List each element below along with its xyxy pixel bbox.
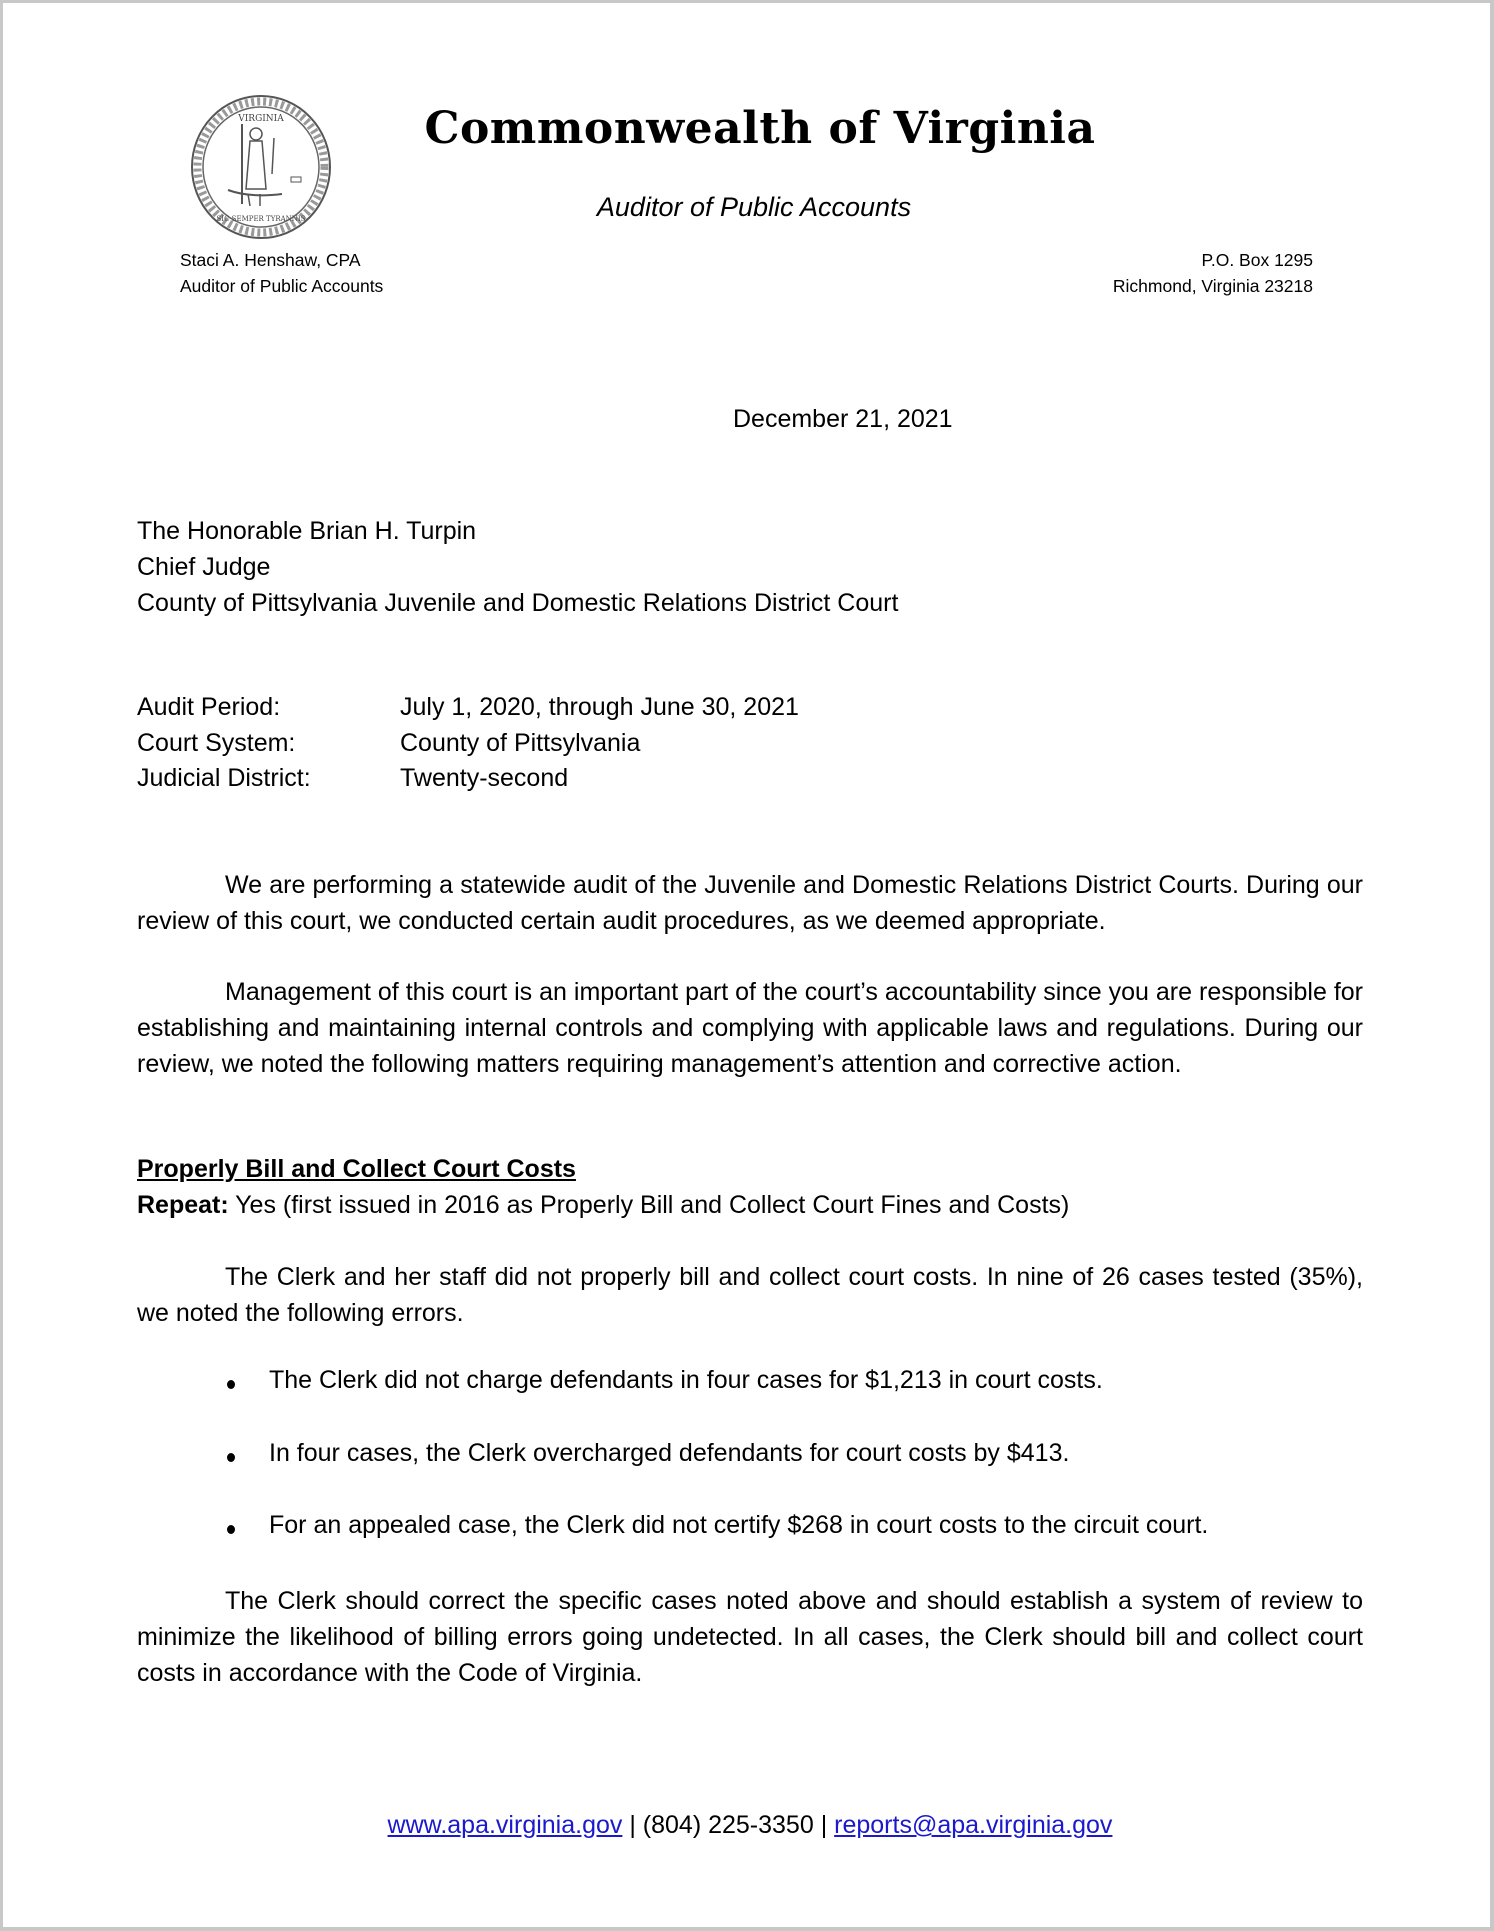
paragraph-intro: [137, 867, 1363, 939]
mailing-address: [1113, 247, 1313, 299]
list-item-text: The Clerk did not charge defendants in four cases for $1,213 in court costs.: [269, 1366, 1103, 1394]
info-row-court-system: [137, 726, 799, 762]
document-page: [3, 3, 1490, 1927]
audit-info: [137, 690, 799, 797]
list-item-text: For an appealed case, the Clerk did not certify $268 in court costs to the circuit court.: [269, 1511, 1209, 1540]
addressee-block: [137, 513, 898, 621]
paragraph-text: Management of this court is an important part of the court’s accountability since you are responsible for establishing and maintaining internal controls and complying with applicable laws and regulations. During our review, we noted the following matters requiring management’s attention and corrective action.: [137, 978, 1363, 1078]
email-link[interactable]: reports@apa.virginia.gov: [834, 1811, 1113, 1839]
finding-repeat: [137, 1187, 1363, 1223]
footer-separator: |: [813, 1811, 835, 1839]
letterhead-title: Commonwealth of Virginia: [424, 103, 1096, 154]
bullet-icon: [227, 1453, 235, 1462]
footer-separator: |: [622, 1811, 643, 1839]
bullet-icon: [227, 1380, 235, 1389]
footer: [3, 1811, 1494, 1840]
addressee-name: The Honorable Brian H. Turpin: [137, 517, 477, 545]
finding-heading: Properly Bill and Collect Court Costs: [137, 1155, 576, 1183]
letter-date: December 21, 2021: [733, 405, 953, 433]
letterhead-subtitle: Auditor of Public Accounts: [596, 192, 912, 222]
auditor-name: Staci A. Henshaw, CPA: [180, 250, 361, 270]
list-item: [137, 1511, 1363, 1584]
paragraph-management: [137, 974, 1363, 1082]
svg-text:VIRGINIA: VIRGINIA: [238, 114, 284, 124]
bullet-icon: [227, 1525, 235, 1534]
info-label: Judicial District:: [137, 764, 311, 792]
auditor-title: Auditor of Public Accounts: [180, 276, 384, 296]
auditor-block: [180, 247, 383, 299]
info-row-audit-period: [137, 690, 799, 726]
po-box: P.O. Box 1295: [1201, 250, 1313, 270]
repeat-text: Yes (first issued in 2016 as Properly Bill and Collect Court Fines and Costs): [228, 1191, 1070, 1219]
info-label: Court System:: [137, 728, 296, 757]
list-item: [137, 1439, 1363, 1512]
paragraph-text: The Clerk should correct the specific cases noted above and should establish a system of review to minimize the likelihood of billing errors going undetected. In all cases, the Clerk should bill and collect court costs in accordance with the Code of Virginia.: [137, 1587, 1363, 1687]
phone-number: (804) 225-3350: [642, 1811, 814, 1839]
repeat-label: Repeat:: [137, 1191, 229, 1219]
paragraph-recommendation: [137, 1583, 1363, 1691]
addressee-title: Chief Judge: [137, 553, 271, 581]
paragraph-finding: [137, 1259, 1363, 1331]
addressee-court: County of Pittsylvania Juvenile and Domestic Relations District Court: [137, 589, 899, 617]
error-list: [137, 1366, 1363, 1584]
info-label: Audit Period:: [137, 693, 281, 721]
svg-text:SIC SEMPER TYRANNIS: SIC SEMPER TYRANNIS: [216, 215, 306, 223]
info-value: Twenty-second: [400, 764, 569, 792]
paragraph-text: We are performing a statewide audit of the Juvenile and Domestic Relations District Courts. During our review of this court, we conducted certain audit procedures, as we deemed appropriate.: [137, 871, 1363, 935]
paragraph-text: The Clerk and her staff did not properly bill and collect court costs. In nine of 26 cases tested (35%), we noted the following errors.: [137, 1263, 1363, 1327]
info-value: July 1, 2020, through June 30, 2021: [400, 693, 799, 721]
list-item-text: In four cases, the Clerk overcharged defendants for court costs by $413.: [269, 1438, 1070, 1467]
city-state-zip: Richmond, Virginia 23218: [1112, 276, 1313, 296]
list-item: [137, 1366, 1363, 1439]
info-row-judicial-district: [137, 761, 799, 797]
website-link[interactable]: www.apa.virginia.gov: [387, 1811, 623, 1839]
info-value: County of Pittsylvania: [400, 728, 641, 757]
